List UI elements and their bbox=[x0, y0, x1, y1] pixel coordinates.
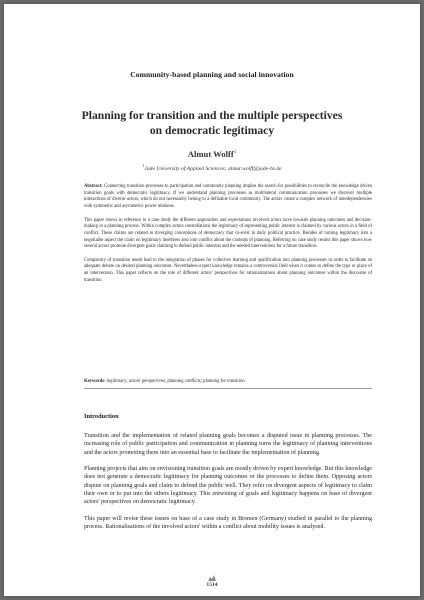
introduction-paragraph-2: Planning projects that aim on envisioning transition goals are mostly driven by expert knowledge. But this knowledge does not generate a democratic legitimacy for planning outcomes or the processes to define them. Opposing actors dispute on planning goals and claim to defend the public well. They refer on divergent aspects of legitimacy to claim their own or to put into the others legitimacy. This entwining of goals and legitimacy happens on base of divergent actors' perspectives on democratic legitimacy. bbox=[84, 466, 372, 505]
affiliation bbox=[4, 163, 420, 172]
author-name: Almut Wolff bbox=[187, 149, 234, 159]
keywords bbox=[84, 379, 372, 384]
paper-page bbox=[4, 4, 420, 596]
abstract-paragraph-3: Complexity of transition needs lead to the integration of phases for collective learning and qualification into planning processes in order to facilitate an adequate debate on desired planning outcomes. Nevertheless expert knowledge remains a controversial field when it comes to define the type or place of an intervention. This paper reflects on the role of different actors' perspectives for rationalizations about planning outcomes within the discourse of transition. bbox=[84, 257, 372, 283]
abstract-paragraph-1 bbox=[84, 184, 372, 211]
title-line-2: on democratic legitimacy bbox=[149, 124, 275, 137]
introduction-paragraph-3: This paper will revise these issues on base of a case study in Bremen (Germany) studied in parallel to the planning process. Rationalisations of the involved actors' within a conflict about mobility issues is analysed. bbox=[84, 515, 372, 530]
section-heading-introduction: Introduction bbox=[84, 413, 119, 420]
affiliation-text: Jade University of Applied Sciences; almut.wolff@jade-hs.de bbox=[144, 165, 282, 172]
keywords-label: Keywords: bbox=[84, 379, 106, 384]
abstract bbox=[84, 184, 372, 291]
conference-logo-icon bbox=[208, 575, 216, 581]
section-divider bbox=[84, 388, 372, 389]
abstract-label: Abstract: bbox=[84, 184, 103, 189]
affiliation-mark: 1 bbox=[142, 163, 145, 168]
page-number: 1514 bbox=[206, 582, 218, 588]
introduction-body bbox=[84, 432, 372, 539]
author-affiliation-mark: 1 bbox=[233, 150, 237, 156]
abstract-paragraph-2: This paper shows in reference to a case study the different approaches and expectations involved actors have towards planning outcomes and decision-making in a planning process. Within complex actors constellations the legitimacy of representing public interest is claimed by various actors in a field of conflict. These claims are related to diverging conceptions of democracy that co-exist in daily political practice. Besides of turning legitimacy into a negotiable aspect the claim on legitimacy interferes also into conflict about the contents of planning. Referring on case study results this paper shows how several actors promote divergent goals claiming to defend public interests and the needed interventions for a future transition. bbox=[84, 217, 372, 250]
abstract-p1-text: Connecting transition processes to participation and community planning implies the search for possibilities to reconcile the knowledge driven transition goals with democratic legitimacy. If we understand planning processes as multilateral communication processes we discover multiple interactions of diverse actors, which do not necessarily belong to a definable local community. The actors create a complex network of interdependencies with symmetric and asymmetric power relations. bbox=[84, 184, 372, 210]
author bbox=[4, 149, 420, 159]
introduction-paragraph-1: Transition and the implementation of related planning goals becomes a disputed issue in planning processes. The increasing role of public participation and communication in planning turns the legitimacy of planning interventions and the actors promoting them into an essential base to facilitate the implementation of planning. bbox=[84, 433, 372, 456]
title-line-1: Planning for transition and the multiple perspectives bbox=[81, 109, 343, 122]
running-head: Community-based planning and social innovation bbox=[130, 70, 294, 79]
keywords-text: legitimacy; actors' perspectives; planning conflicts; planning for transition bbox=[106, 379, 245, 384]
paper-title bbox=[44, 108, 380, 138]
